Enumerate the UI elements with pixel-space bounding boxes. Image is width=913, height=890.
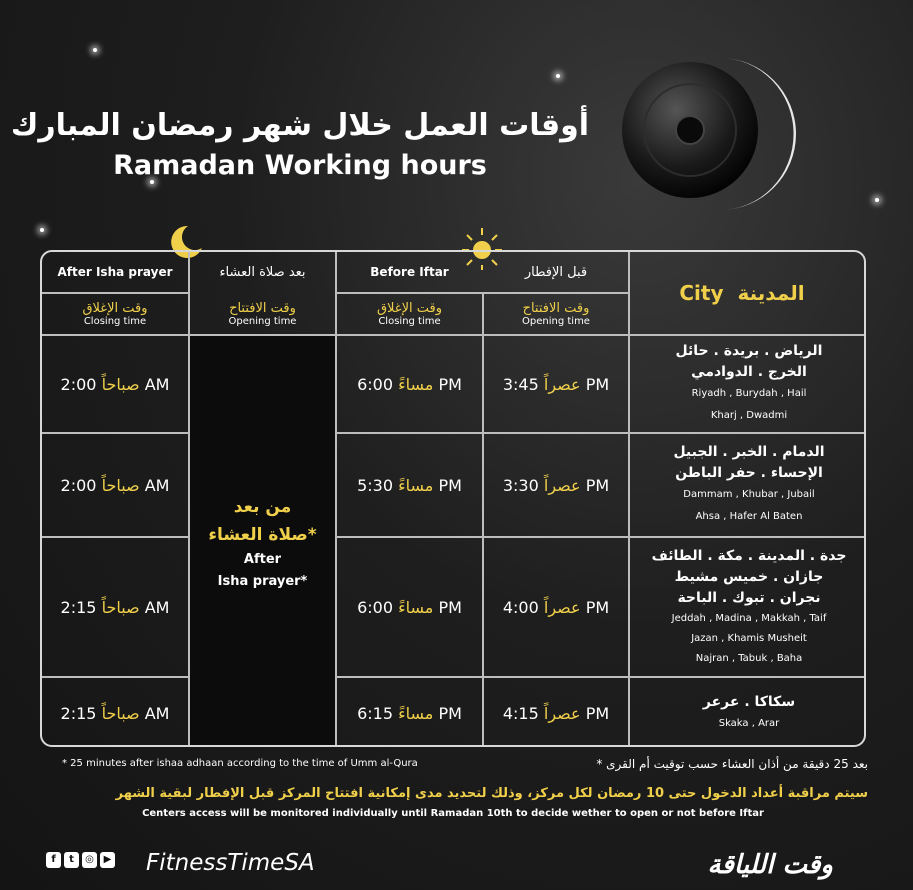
closing-time-header-arabic: وقت الإغلاق [82, 300, 148, 316]
city-cell: الرياض . بريدة . حائل الخرج . الدوادمي Riyadh , Burydah , Hail Kharj , Dwadmi [675, 343, 823, 421]
star-decoration [875, 198, 879, 202]
fitness-time-logo: وقت اللياقة [707, 850, 833, 880]
table-row: صباحاً 2:00 AM [60, 374, 170, 394]
city-header: City [679, 281, 724, 305]
twitter-icon[interactable]: t [64, 852, 79, 868]
star-decoration [93, 48, 97, 52]
merged-text-arabic: من بعد [233, 496, 292, 517]
table-row: صباحاً 2:15 AM [60, 704, 170, 723]
city-header-arabic: المدينة [737, 281, 805, 305]
footnote-arabic: * بعد 25 دقيقة من أذان العشاء حسب توقيت أم القرى [596, 757, 868, 771]
footer-notice-arabic: سيتم مراقبة أعداد الدخول حتى 10 رمضان لكل مركز، وذلك لتحديد مدى إمكانية افتتاح المركز قبل الإفطار لبقية الشهر [115, 786, 868, 801]
facebook-icon[interactable]: f [46, 852, 61, 868]
page-title: Ramadan Working hours [113, 150, 487, 181]
table-row: صباحاً 2:00 AM [60, 475, 170, 495]
footnote-english: * 25 minutes after ishaa adhaan according to the time of Umm al-Qura [62, 758, 418, 769]
instagram-icon[interactable]: ◎ [82, 852, 97, 868]
merged-text: Isha prayer* [217, 573, 308, 589]
city-cell: الدمام . الخبر . الجبيل الإحساء . حفر الباطن Dammam , Khubar , Jubail Ahsa , Hafer Al Baten [673, 444, 825, 522]
city-cell: جدة . المدينة . مكة . الطائف جازان . خميس مشيط نجران . تبوك . الباحة Jeddah , Madina , Makkah , Taif Jazan , Khamis Musheit Najran , Tabuk , Baha [651, 547, 847, 664]
star-decoration [40, 228, 44, 232]
city-cell: سكاكا . عرعر Skaka , Arar [702, 694, 796, 729]
opening-time-header-arabic: وقت الافتتاح [522, 300, 590, 316]
star-decoration [556, 74, 560, 78]
hours-table: After Isha prayer بعد صلاة العشاء Before Iftar قبل الإفطار وقت الإغلاق Closing time وقت الافتتاح Opening time وقت الإغلاق Closing time وقت الافتتاح Opening time المدينة City من بعد صلاة العشاء* After Isha prayer* صباحاً 2:00 AM مساءً 6:00 PM عصراً 3:45 PM الرياض . بريدة . حائل الخرج . الدوادمي Riyadh , Burydah , Hail Kharj , Dwadmi صباحاً 2:00 AM مساءً 5:30 PM عصراً 3:30 PM الدمام . الخبر . الجبيل الإحساء . حفر الباطن Dammam , Khubar , Jubail Ahsa , Hafer Al Baten صباحاً 2:15 AM مساءً 6:00 PM عصراً 4:00 PM جدة . المدينة . مكة . الطائف جازان . خميس مشيط نجران . تبوك . الباحة Jeddah , Madina , Makkah , Taif Jazan , Khamis Musheit Najran , Tabuk , Baha صباحاً 2:15 AM مساءً 6:15 PM عصراً 4:15 PM سكاكا . عرعر Skaka , Arar [40, 250, 866, 747]
weight-plate-icon [600, 40, 810, 220]
opening-time-header: Opening time [522, 315, 590, 327]
group-isha-label: After Isha prayer [57, 265, 173, 279]
closing-time-header: Closing time [83, 315, 147, 327]
opening-time-header-arabic: وقت الافتتاح [229, 300, 296, 316]
merged-text-arabic: صلاة العشاء* [208, 524, 317, 545]
table-row: صباحاً 2:15 AM [60, 597, 170, 617]
closing-time-header-arabic: وقت الإغلاق [376, 300, 443, 316]
group-iftar-label-arabic: قبل الإفطار [524, 264, 588, 280]
page-title-arabic: أوقات العمل خلال شهر رمضان المبارك [10, 108, 590, 143]
opening-time-header: Opening time [228, 315, 297, 327]
social-icons [46, 852, 115, 868]
isha-opening-merged-cell [190, 336, 335, 747]
closing-time-header: Closing time [378, 315, 441, 327]
footer-notice: Centers access will be monitored individually until Ramadan 10th to decide wether to open or not before Iftar [142, 808, 764, 819]
youtube-icon[interactable]: ▶ [100, 852, 115, 868]
group-iftar-label: Before Iftar [370, 265, 449, 279]
brand-handle: FitnessTimeSA [146, 850, 315, 876]
group-isha-label-arabic: بعد صلاة العشاء [219, 264, 306, 280]
merged-text: After [243, 551, 282, 567]
